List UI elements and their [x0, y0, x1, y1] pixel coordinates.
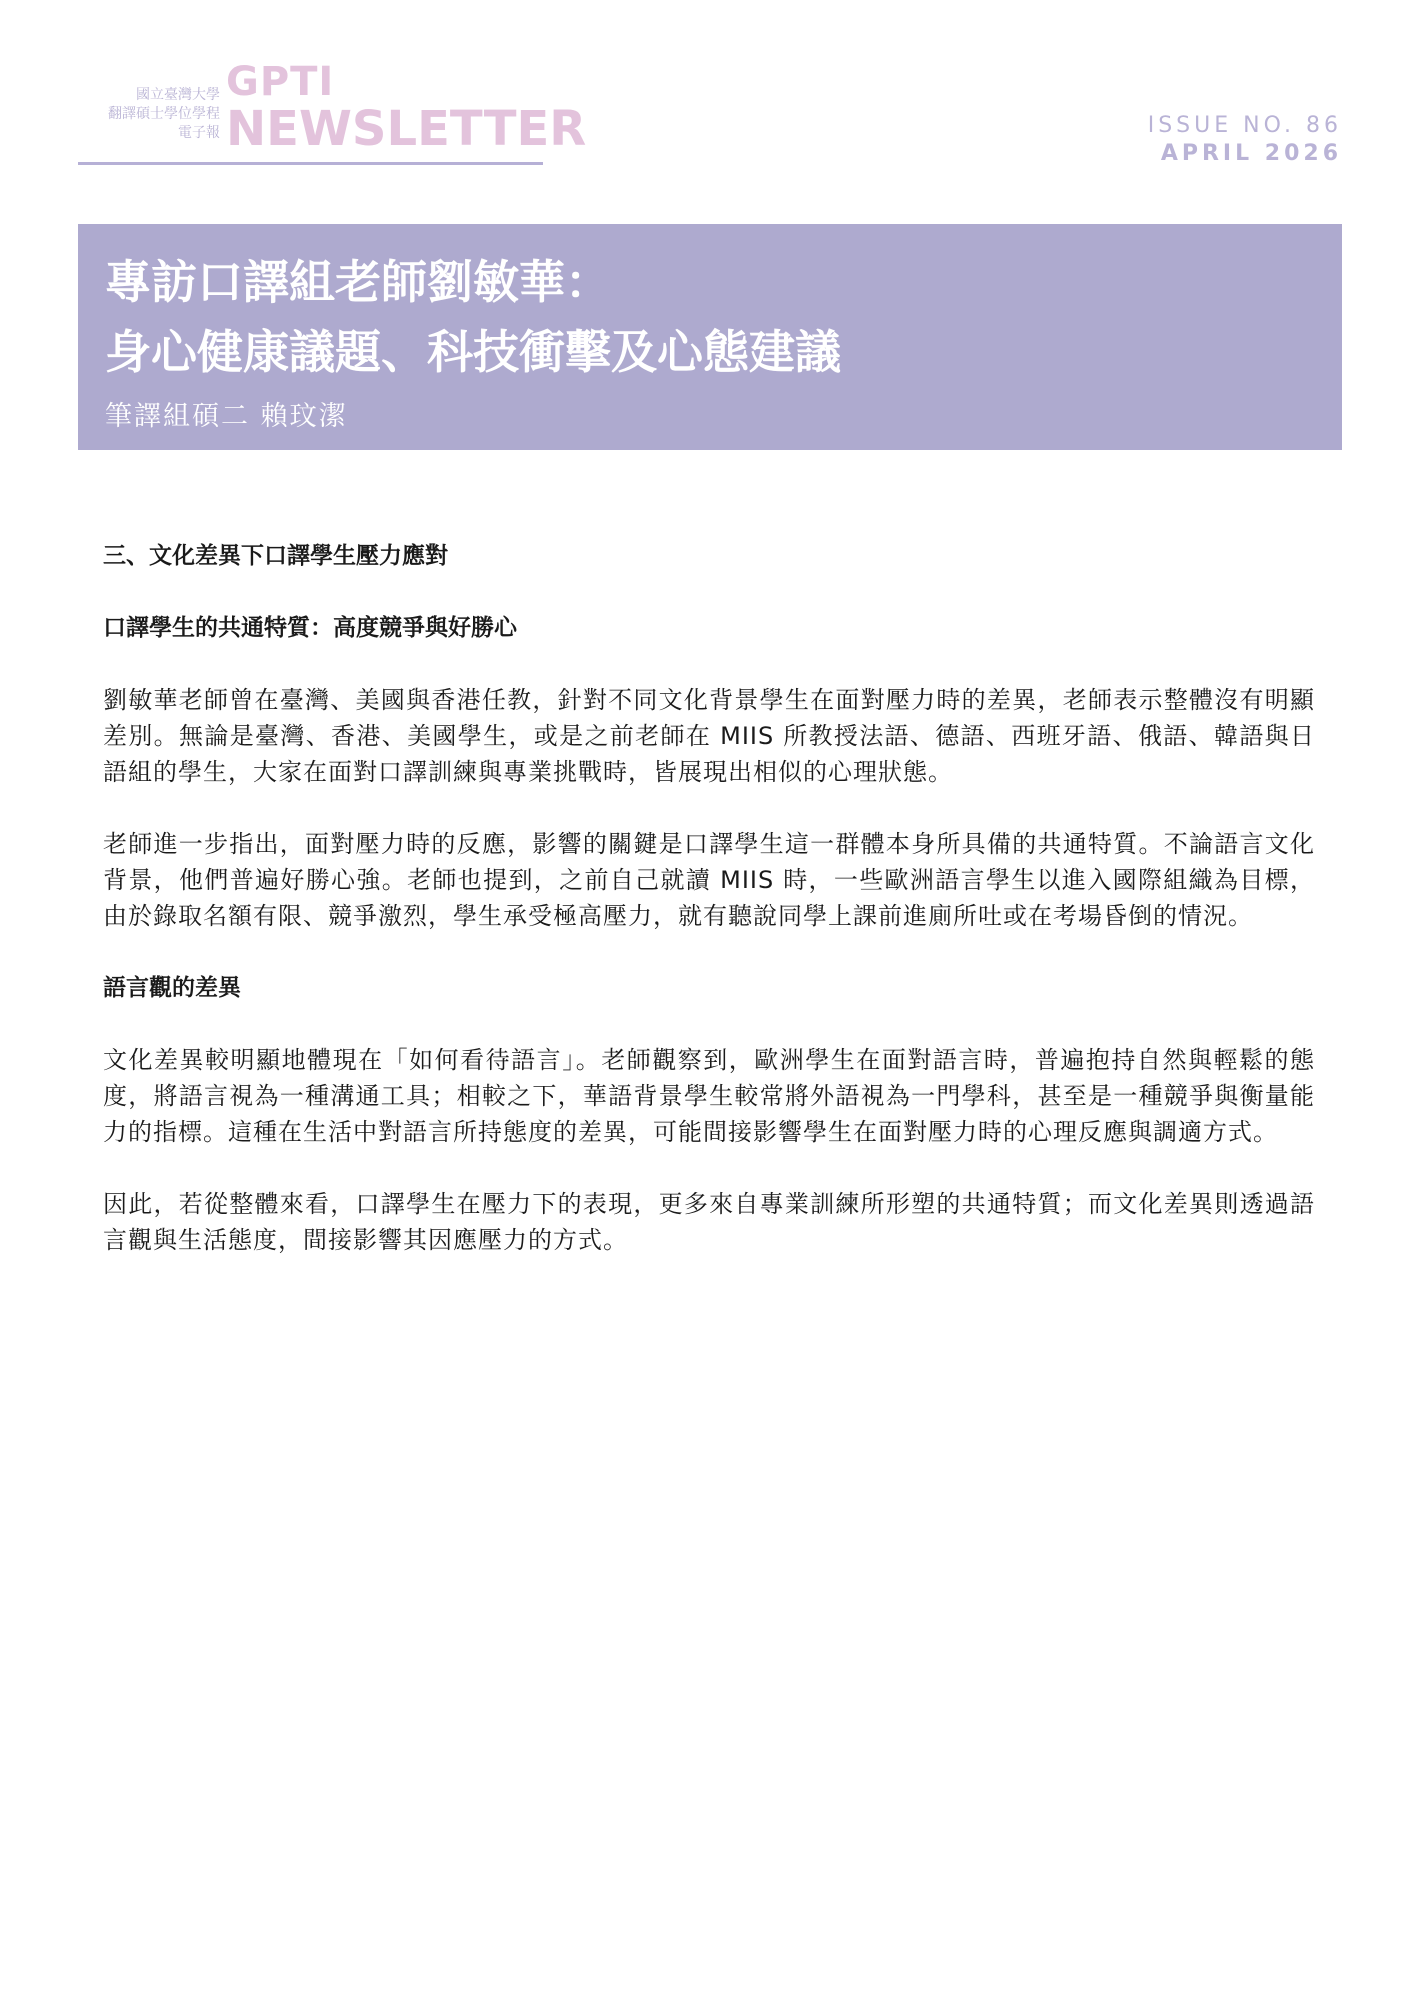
- subheading-language-view: 語言觀的差異: [103, 975, 241, 1001]
- university-line: 國立臺灣大學: [136, 87, 220, 103]
- article-title-line2: 身心健康議題、科技衝擊及心態建議: [105, 325, 841, 379]
- university-name: [78, 86, 220, 143]
- issue-date: APRIL 2026: [1160, 141, 1342, 166]
- program-line: 翻譯碩士學位學程: [108, 106, 220, 122]
- issue-number: ISSUE NO. 86: [1147, 113, 1342, 138]
- title-banner: [78, 224, 1342, 450]
- subheading-common-traits: 口譯學生的共通特質：高度競爭與好勝心: [103, 615, 517, 641]
- section-heading: 三、文化差異下口譯學生壓力應對: [103, 543, 448, 569]
- paragraph-1: 劉敏華老師曾在臺灣、美國與香港任教，針對不同文化背景學生在面對壓力時的差異，老師表示整體沒有明顯差別。無論是臺灣、香港、美國學生，或是之前老師在 MIIS 所教授法語、德語、西班牙語、俄語、韓語與日語組的學生，大家在面對口譯訓練與專業挑戰時，皆展現出相似的心理狀態。: [103, 686, 1315, 786]
- issue-info: [1148, 112, 1342, 168]
- masthead-rule: [78, 162, 543, 165]
- paragraph-3: 文化差異較明顯地體現在「如何看待語言」。老師觀察到，歐洲學生在面對語言時，普遍抱持自然與輕鬆的態度，將語言視為一種溝通工具；相較之下，華語背景學生較常將外語視為一門學科，甚至是一種競爭與衡量能力的指標。這種在生活中對語言所持態度的差異，可能間接影響學生在面對壓力時的心理反應與調適方式。: [103, 1046, 1315, 1146]
- author-byline: 筆譯組碩二 賴玟潔: [105, 401, 348, 432]
- masthead: [78, 59, 587, 166]
- logo-newsletter: NEWSLETTER: [226, 101, 587, 157]
- paragraph-2: 老師進一步指出，面對壓力時的反應，影響的關鍵是口譯學生這一群體本身所具備的共通特質。不論語言文化背景，他們普遍好勝心強。老師也提到，之前自己就讀 MIIS 時，一些歐洲語言學生以進入國際組織為目標，由於錄取名額有限、競爭激烈，學生承受極高壓力，就有聽說同學上課前進廁所吐或在考場昏倒的情況。: [103, 830, 1315, 930]
- article-body: [103, 538, 1315, 1258]
- logo-gpti: GPTI: [226, 59, 335, 105]
- article-title-line1: 專訪口譯組老師劉敏華：: [105, 255, 611, 309]
- paragraph-4: 因此，若從整體來看，口譯學生在壓力下的表現，更多來自專業訓練所形塑的共通特質；而文化差異則透過語言觀與生活態度，間接影響其因應壓力的方式。: [103, 1190, 1315, 1254]
- newsletter-logo: [226, 59, 587, 157]
- newsletter-type-line: 電子報: [178, 125, 220, 141]
